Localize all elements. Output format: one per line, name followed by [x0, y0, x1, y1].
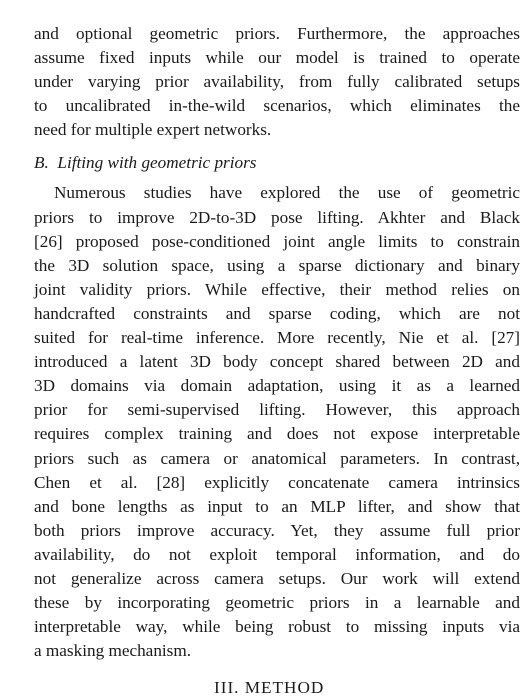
text-line: both priors improve accuracy. Yet, they assume full prior [34, 520, 520, 540]
section-heading: III. METHOD [214, 678, 325, 697]
text-line: introduced a latent 3D body concept shared between 2D and [34, 352, 520, 372]
intro-paragraph [34, 22, 520, 142]
text-line: suited for real-time inference. More recently, Nie et al. [27] [34, 328, 520, 348]
text-line: [26] proposed pose-conditioned joint angle limits to constrain [34, 231, 520, 251]
text-line: to uncalibrated in-the-wild scenarios, which eliminates the [34, 96, 520, 116]
text-line: requires complex training and does not expose interpretable [34, 424, 520, 444]
text-line: a masking mechanism. [34, 641, 192, 661]
subsection-title: Lifting with geometric priors [57, 153, 257, 173]
body-paragraph [34, 181, 520, 663]
text-line: and optional geometric priors. Furthermore, the approaches [34, 24, 520, 43]
text-line: interpretable way, while being robust to missing inputs via [34, 617, 520, 637]
subsection-heading [34, 151, 520, 175]
text-line: under varying prior availability, from fully calibrated setups [34, 72, 520, 92]
text-line: Chen et al. [28] explicitly concatenate camera intrinsics [34, 472, 520, 492]
text-line: priors to improve 2D-to-3D pose lifting. Akhter and Black [34, 207, 520, 227]
text-line: these by incorporating geometric priors in a learnable and [34, 593, 520, 613]
text-line: prior for semi-supervised lifting. However, this approach [34, 400, 520, 420]
subsection-label: B. [34, 153, 49, 173]
text-line: handcrafted constraints and sparse coding, which are not [34, 303, 520, 323]
text-line: the 3D solution space, using a sparse dictionary and binary [34, 255, 520, 275]
text-line: priors such as camera or anatomical parameters. In contrast, [34, 448, 520, 468]
text-line: not generalize across camera setups. Our work will extend [34, 568, 520, 588]
text-line: 3D domains via domain adaptation, using it as a learned [34, 376, 520, 396]
text-line: assume fixed inputs while our model is trained to operate [34, 48, 520, 68]
text-line: joint validity priors. While effective, their method relies on [34, 279, 520, 299]
text-line: need for multiple expert networks. [34, 120, 272, 140]
paper-column [34, 22, 520, 663]
text-line: and bone lengths as input to an MLP lifter, and show that [34, 496, 520, 516]
text-line: availability, do not exploit temporal information, and do [34, 544, 520, 564]
text-line: Numerous studies have explored the use of geometric [54, 183, 520, 203]
